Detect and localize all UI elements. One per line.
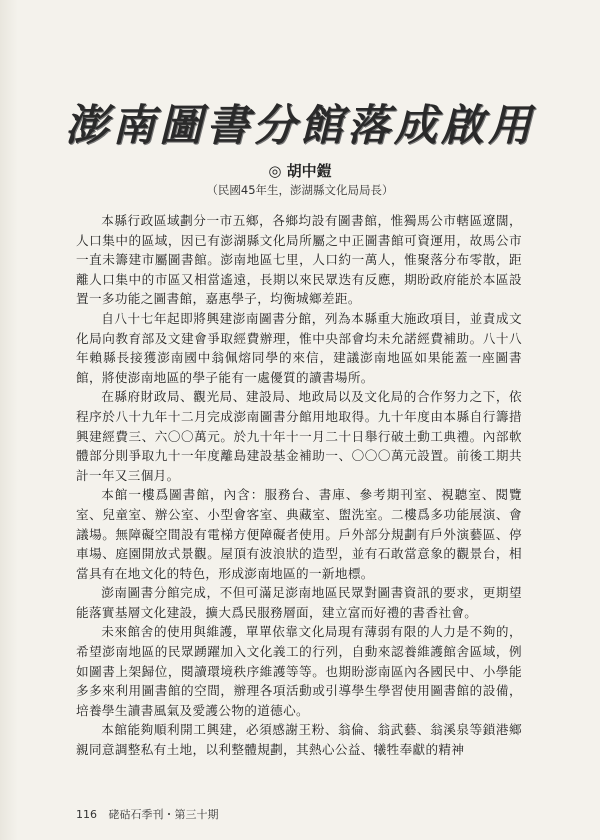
page-footer [76,806,219,822]
paragraph: 未來館舍的使用與維護，單單依靠文化局現有薄弱有限的人力是不夠的，希望澎南地區的民眾踴躍加入文化義工的行列，自動來認養維護館舍區域，例如圖書上架歸位，閱讀環境秩序維護等等。也期盼澎南區內各國民中、小學能多多來利用圖書館的空間，辦理各項活動或引導學生學習使用圖書館的設備，培養學生讀書風氣及愛護公物的道德心。 [76,624,522,718]
paragraph: 澎南圖書分館完成，不但可滿足澎南地區民眾對圖書資訊的要求，更期望能落實基層文化建設，擴大爲民服務層面，建立富而好禮的書香社會。 [76,585,522,620]
page-number: 116 [76,808,97,821]
author-note: （民國45年生，澎湖縣文化局局長） [206,183,394,197]
author-name: ◎ 胡中鎧 [268,162,332,180]
paragraph: 在縣府財政局、觀光局、建設局、地政局以及文化局的合作努力之下，依程序於八十九年十二月完成澎南圖書分館用地取得。九十年度由本縣自行籌措興建經費三、六〇〇萬元。於九十年十一月二十日舉行破土動工典禮。內部軟體部分則爭取九十一年度離島建設基金補助一、〇〇〇萬元設置。前後工期共計一年又三個月。 [76,389,522,483]
paragraph: 本館一樓爲圖書館，內含：服務台、書庫、參考期刊室、視聽室、閱覽室、兒童室、辦公室、小型會客室、典藏室、盥洗室。二樓爲多功能展演、會議場。無障礙空間設有電梯方便障礙者使用。戶外部分規劃有戶外演藝區、停車場、庭園開放式景觀。屋頂有波浪狀的造型，並有石敢當意象的觀景台，相當具有在地文化的特色，形成澎南地區的一新地標。 [76,487,522,581]
article-title: 澎南圖書分館落成啟用 [65,101,535,151]
paragraph: 本縣行政區域劃分一市五鄉，各鄉均設有圖書館，惟獨馬公市轄區遼闊，人口集中的區域，因已有澎湖縣文化局所屬之中正圖書館可資運用，故馬公市一直未籌建市屬圖書館。澎南地區七里，人口約一萬人，惟聚落分布零散，距離人口集中的市區又相當遙遠，長期以來民眾迭有反應，期盼政府能於本區設置一多功能之圖書館，嘉惠學子，均衡城鄉差距。 [76,213,522,307]
paragraph: 本館能夠順利開工興建，必須感謝王粉、翁倫、翁武藝、翁溪泉等鎖港鄉親同意調整私有土地，以利整體規劃，其熱心公益、犧牲奉獻的精神 [76,722,522,758]
journal-name: 硓𥑮石季刊・第三十期 [108,808,219,821]
article-body [76,211,522,760]
paragraph: 自八十七年起即將興建澎南圖書分館，列為本縣重大施政項目，並責成文化局向教育部及文建會爭取經費辦理，惟中央部會均未允諾經費補助。八十八年賴縣長接獲澎南國中翁佩熔同學的來信，建議澎南地區如果能蓋一座圖書館，將使澎南地區的學子能有一處優質的讀書場所。 [76,310,522,385]
